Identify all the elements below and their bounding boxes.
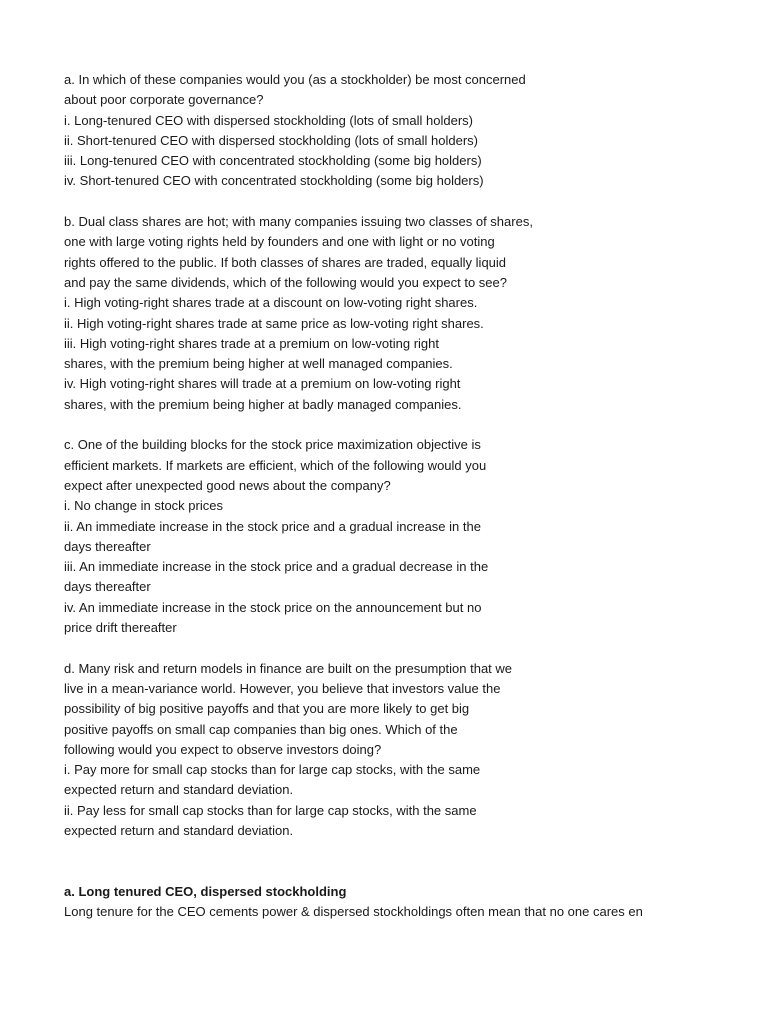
- question-d-option: expected return and standard deviation.: [64, 822, 294, 838]
- question-d-line: d. Many risk and return models in finance are built on the presumption that we: [64, 660, 513, 676]
- question-b-option: shares, with the premium being higher at badly managed companies.: [64, 396, 462, 412]
- question-c-option: days thereafter: [64, 579, 151, 595]
- answer-text: Long tenure for the CEO cements power & dispersed stockholdings often mean that no one cares en: [64, 904, 643, 920]
- answer-heading: a. Long tenured CEO, dispersed stockholding: [64, 883, 347, 899]
- question-d-line: live in a mean-variance world. However, you believe that investors value the: [64, 680, 501, 696]
- question-b-line: rights offered to the public. If both classes of shares are traded, equally liquid: [64, 254, 507, 270]
- question-a-line: about poor corporate governance?: [64, 92, 264, 108]
- question-d: [64, 659, 744, 842]
- question-a-line: a. In which of these companies would you (as a stockholder) be most concerned: [64, 72, 526, 87]
- question-d-line: possibility of big positive payoffs and that you are more likely to get big: [64, 701, 470, 717]
- question-b-option: ii. High voting-right shares trade at same price as low-voting right shares.: [64, 315, 484, 331]
- question-b-line: and pay the same dividends, which of the following would you expect to see?: [64, 274, 507, 290]
- question-c-option: days thereafter: [64, 538, 151, 554]
- answer-section: [64, 882, 744, 923]
- question-c-option: i. No change in stock prices: [64, 498, 223, 514]
- question-d-line: positive payoffs on small cap companies than big ones. Which of the: [64, 721, 458, 737]
- paragraph-spacer: [64, 192, 744, 212]
- question-c-line: c. One of the building blocks for the stock price maximization objective is: [64, 437, 481, 453]
- question-c-option: iii. An immediate increase in the stock price and a gradual decrease in the: [64, 559, 489, 575]
- question-c-option: iv. An immediate increase in the stock price on the announcement but no: [64, 599, 482, 615]
- paragraph-spacer: [64, 415, 744, 435]
- question-b-option: shares, with the premium being higher at well managed companies.: [64, 356, 453, 372]
- section-spacer: [64, 841, 744, 882]
- document-page: [64, 70, 744, 922]
- question-c-line: expect after unexpected good news about the company?: [64, 477, 391, 493]
- question-b-line: one with large voting rights held by founders and one with light or no voting: [64, 234, 495, 250]
- question-d-line: following would you expect to observe investors doing?: [64, 741, 382, 757]
- question-a-option: ii. Short-tenured CEO with dispersed stockholding (lots of small holders): [64, 132, 479, 148]
- question-c-option: price drift thereafter: [64, 620, 177, 636]
- question-a-option: iii. Long-tenured CEO with concentrated stockholding (some big holders): [64, 153, 482, 169]
- question-d-option: expected return and standard deviation.: [64, 782, 294, 798]
- question-b: [64, 212, 744, 415]
- question-a: [64, 70, 744, 192]
- question-d-option: i. Pay more for small cap stocks than for large cap stocks, with the same: [64, 762, 481, 778]
- question-b-option: iv. High voting-right shares will trade at a premium on low-voting right: [64, 376, 461, 392]
- question-c-line: efficient markets. If markets are efficient, which of the following would you: [64, 457, 487, 473]
- question-c-option: ii. An immediate increase in the stock price and a gradual increase in the: [64, 518, 481, 534]
- question-a-option: iv. Short-tenured CEO with concentrated stockholding (some big holders): [64, 173, 484, 189]
- question-a-option: i. Long-tenured CEO with dispersed stockholding (lots of small holders): [64, 112, 473, 128]
- question-c: [64, 435, 744, 638]
- question-b-option: iii. High voting-right shares trade at a premium on low-voting right: [64, 335, 440, 351]
- question-b-option: i. High voting-right shares trade at a discount on low-voting right shares.: [64, 295, 478, 311]
- paragraph-spacer: [64, 638, 744, 658]
- question-d-option: ii. Pay less for small cap stocks than for large cap stocks, with the same: [64, 802, 477, 818]
- question-b-line: b. Dual class shares are hot; with many companies issuing two classes of shares,: [64, 214, 533, 230]
